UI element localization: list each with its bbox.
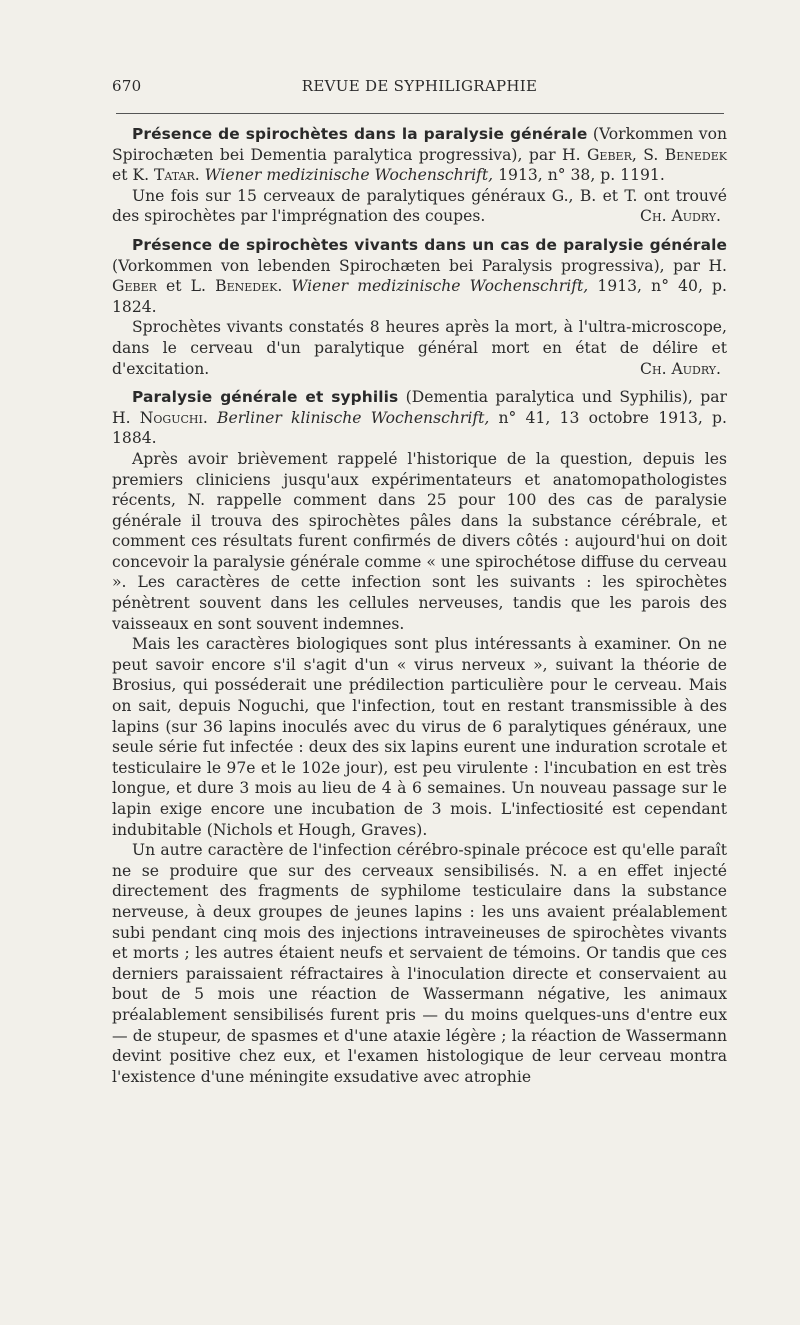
entry-subtitle: (Vorkommen von Spirochæten bei Dementia paralytica progressiva), par [112,125,728,164]
header-rule [116,113,724,114]
journal-title: REVUE DE SYPHILIGRAPHIE [301,77,538,95]
entry-paragraph: Après avoir brièvement rappelé l'historique de la question, depuis les premiers cliniciens jusqu'aux expérimentateurs et anatomopathologistes récents, N. rappelle comment dans 25 pour 100 des cas de paralysie générale il trouva des spirochètes pâles dans la substance cérébrale, et comment ces résultats furent confirmés de divers côtés : aujourd'hui on doit concevoir la paralysie générale comme « une spirochétose diffuse du cerveau ». Les caractères de cette infection sont les suivants : les spirochètes pénètrent souvent dans les cellules nerveuses, tandis que les parois des vaisseaux en sont souvent indemnes. [112,449,727,633]
entry-subtitle: (Dementia paralytica und Syphilis), par H. [112,388,727,427]
citation-details: 1913, n° 40, p. 1824. [112,277,727,316]
reviewer-signature: Ch. Audry. [640,207,721,226]
author-name: Benedek [215,277,278,296]
paragraph-text: Une fois sur 15 cerveaux de paralytiques généraux G., B. et T. ont trouvé des spirochètes par l'imprégnation des coupes. [112,186,727,226]
author-name: Noguchi [139,408,203,427]
running-header [112,77,727,99]
entry-heading: Présence de spirochètes vivants dans un cas de paralysie générale (Vorkommen von lebenden Spirochæten bei Paralysis progressiva), par H. Geber et L. Benedek. Wiener medizinische Wochenschrift, 1913, n° 40, p. 1824. [112,235,727,316]
journal-reference: Wiener medizinische Wochenschrift, [291,277,589,296]
citation-details: n° 41, 13 octobre 1913, p. 1884. [112,408,727,448]
author-name: H. Geber [562,145,632,164]
abstract-entry-3 [112,387,727,1087]
paragraph-text: Sprochètes vivants constatés 8 heures après la mort, à l'ultra-microscope, dans le cerveau d'un paralytique général mort en état de délire et d'excitation. [112,318,727,378]
page-number: 670 [112,77,142,95]
entry-subtitle: (Vorkommen von lebenden Spirochæten bei Paralysis progressiva), par H. [112,256,727,275]
entry-title: Paralysie générale et syphilis [132,388,399,407]
citation-details: 1913, n° 38, p. 1191. [498,166,665,185]
entry-title: Présence de spirochètes dans la paralysie générale [132,125,588,143]
entry-heading: Présence de spirochètes dans la paralysie générale (Vorkommen von Spirochæten bei Dementia paralytica progressiva), par H. Geber, S. Benedek et K. Tatar. Wiener medizinische Wochenschrift, 1913, n° 38, p. 1191. [112,125,728,185]
author-name: Benedek [664,145,727,164]
abstract-entry-1 [112,124,727,227]
entry-paragraph: Un autre caractère de l'infection cérébro-spinale précoce est qu'elle paraît ne se produire que sur des cerveaux sensibilisés. N. a en effet injecté directement des fragments de syphilome testiculaire dans la substance nerveuse, à deux groupes de jeunes lapins : les uns avaient préalablement subi pendant cinq mois des injections intraveineuses de spirochètes vivants et morts ; les autres étaient neufs et servaient de témoins. Or tandis que ces derniers paraissaient réfractaires à l'inoculation directe et conservaient au bout de 5 mois une réaction de Wassermann négative, les animaux préalablement sensibilisés furent pris — du moins quelques-uns d'entre eux — de stupeur, de spasmes et d'une ataxie légère ; la réaction de Wassermann devint positive chez eux, et l'examen histologique de leur cerveau montra l'existence d'une méningite exsudative avec atrophie [112,841,727,1086]
journal-reference: Berliner klinische Wochenschrift, [217,408,490,427]
document-page [112,0,727,1325]
entry-paragraph [112,317,727,379]
reviewer-signature: Ch. Audry. [640,359,721,378]
entry-heading: Paralysie générale et syphilis (Dementia paralytica und Syphilis), par H. Noguchi. Berliner klinische Wochenschrift, n° 41, 13 octobre 1913, p. 1884. [112,388,727,448]
author-separator: et L. [166,277,206,296]
author-separator: , S. [631,145,659,164]
entry-paragraph [112,186,727,227]
journal-reference: Wiener medizinische Wochenschrift, [204,166,494,185]
author-separator: et K. [112,166,150,185]
author-name: Geber [112,277,157,296]
author-name: Tatar [154,166,195,185]
abstract-entry-2 [112,235,727,379]
entry-title: Présence de spirochètes vivants dans un cas de paralysie générale [132,235,727,254]
entry-paragraph: Mais les caractères biologiques sont plus intéressants à examiner. On ne peut savoir encore s'il s'agit d'un « virus nerveux », suivant la théorie de Brosius, qui posséderait une prédilection particulière pour le cerveau. Mais on sait, depuis Noguchi, que l'infection, tout en restant transmissible à des lapins (sur 36 lapins inoculés avec du virus de 6 paralytiques généraux, une seule série fut infectée : deux des six lapins eurent une induration scrotale et testiculaire le 97e et le 102e jour), est peu virulente : l'incubation en est très longue, et dure 3 mois au lieu de 4 à 6 semaines. Un nouveau passage sur le lapin exige encore une incubation de 3 mois. L'infectiosité est cependant indubitable (Nichols et Hough, Graves). [112,635,727,839]
article-body [112,124,727,1095]
